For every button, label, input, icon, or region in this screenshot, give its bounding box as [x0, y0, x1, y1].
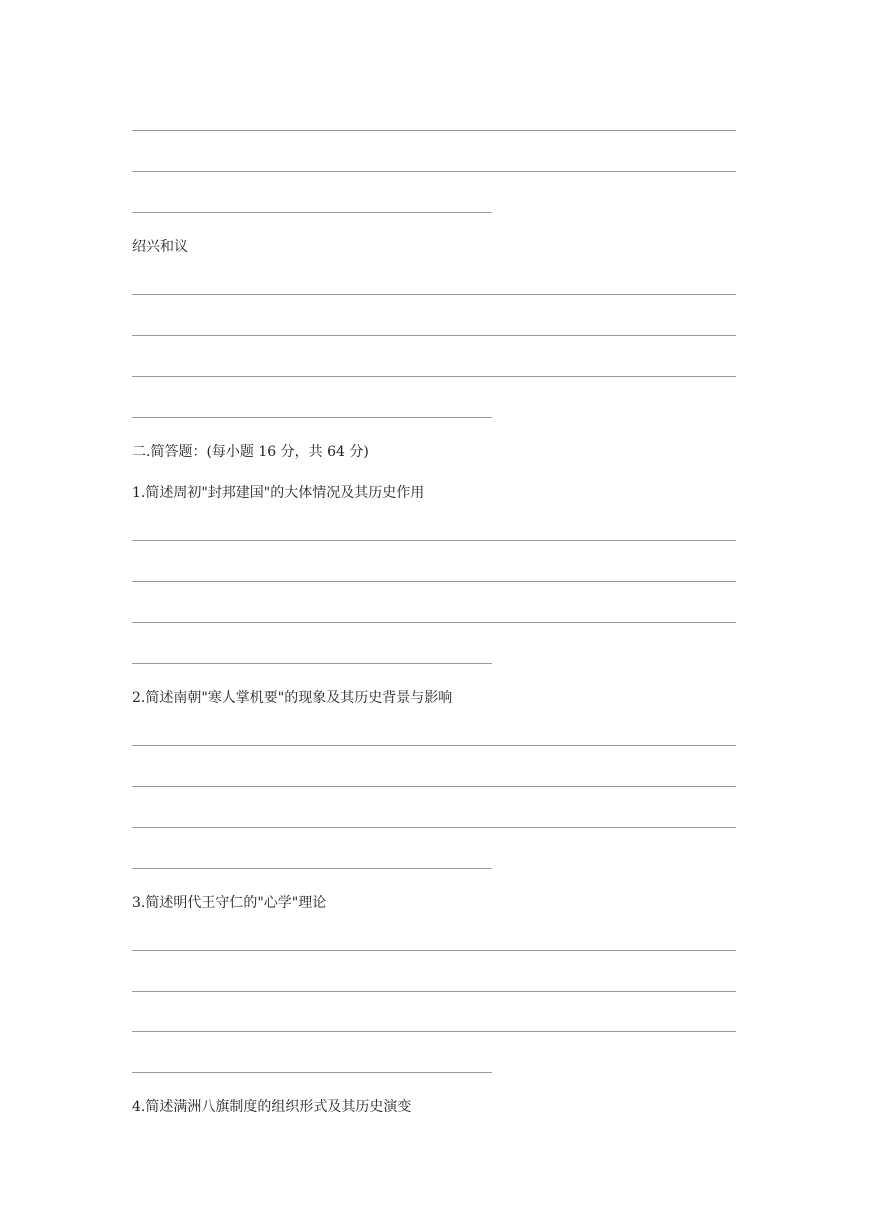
answer-line	[132, 1031, 736, 1032]
answer-line	[132, 171, 736, 172]
answer-line	[132, 991, 736, 992]
answer-line-short	[132, 417, 492, 418]
answer-line	[132, 581, 736, 582]
section-two-heading: 二.简答题：(每小题 16 分，共 64 分)	[132, 444, 369, 460]
answer-line	[132, 745, 736, 746]
answer-line	[132, 786, 736, 787]
answer-line	[132, 376, 736, 377]
answer-line	[132, 130, 736, 131]
question-4: 4.简述满洲八旗制度的组织形式及其历史演变	[132, 1099, 412, 1115]
answer-line-short	[132, 663, 492, 664]
answer-line	[132, 335, 736, 336]
answer-line	[132, 540, 736, 541]
answer-line	[132, 294, 736, 295]
answer-line	[132, 622, 736, 623]
answer-line-short	[132, 212, 492, 213]
question-3: 3.简述明代王守仁的"心学"理论	[132, 895, 327, 911]
question-2: 2.简述南朝"寒人掌机要"的现象及其历史背景与影响	[132, 690, 453, 706]
answer-line-short	[132, 868, 492, 869]
answer-line	[132, 950, 736, 951]
term-shaoxing-peace: 绍兴和议	[132, 239, 188, 255]
answer-line-short	[132, 1072, 492, 1073]
answer-line	[132, 827, 736, 828]
question-1: 1.简述周初"封邦建国"的大体情况及其历史作用	[132, 485, 425, 501]
